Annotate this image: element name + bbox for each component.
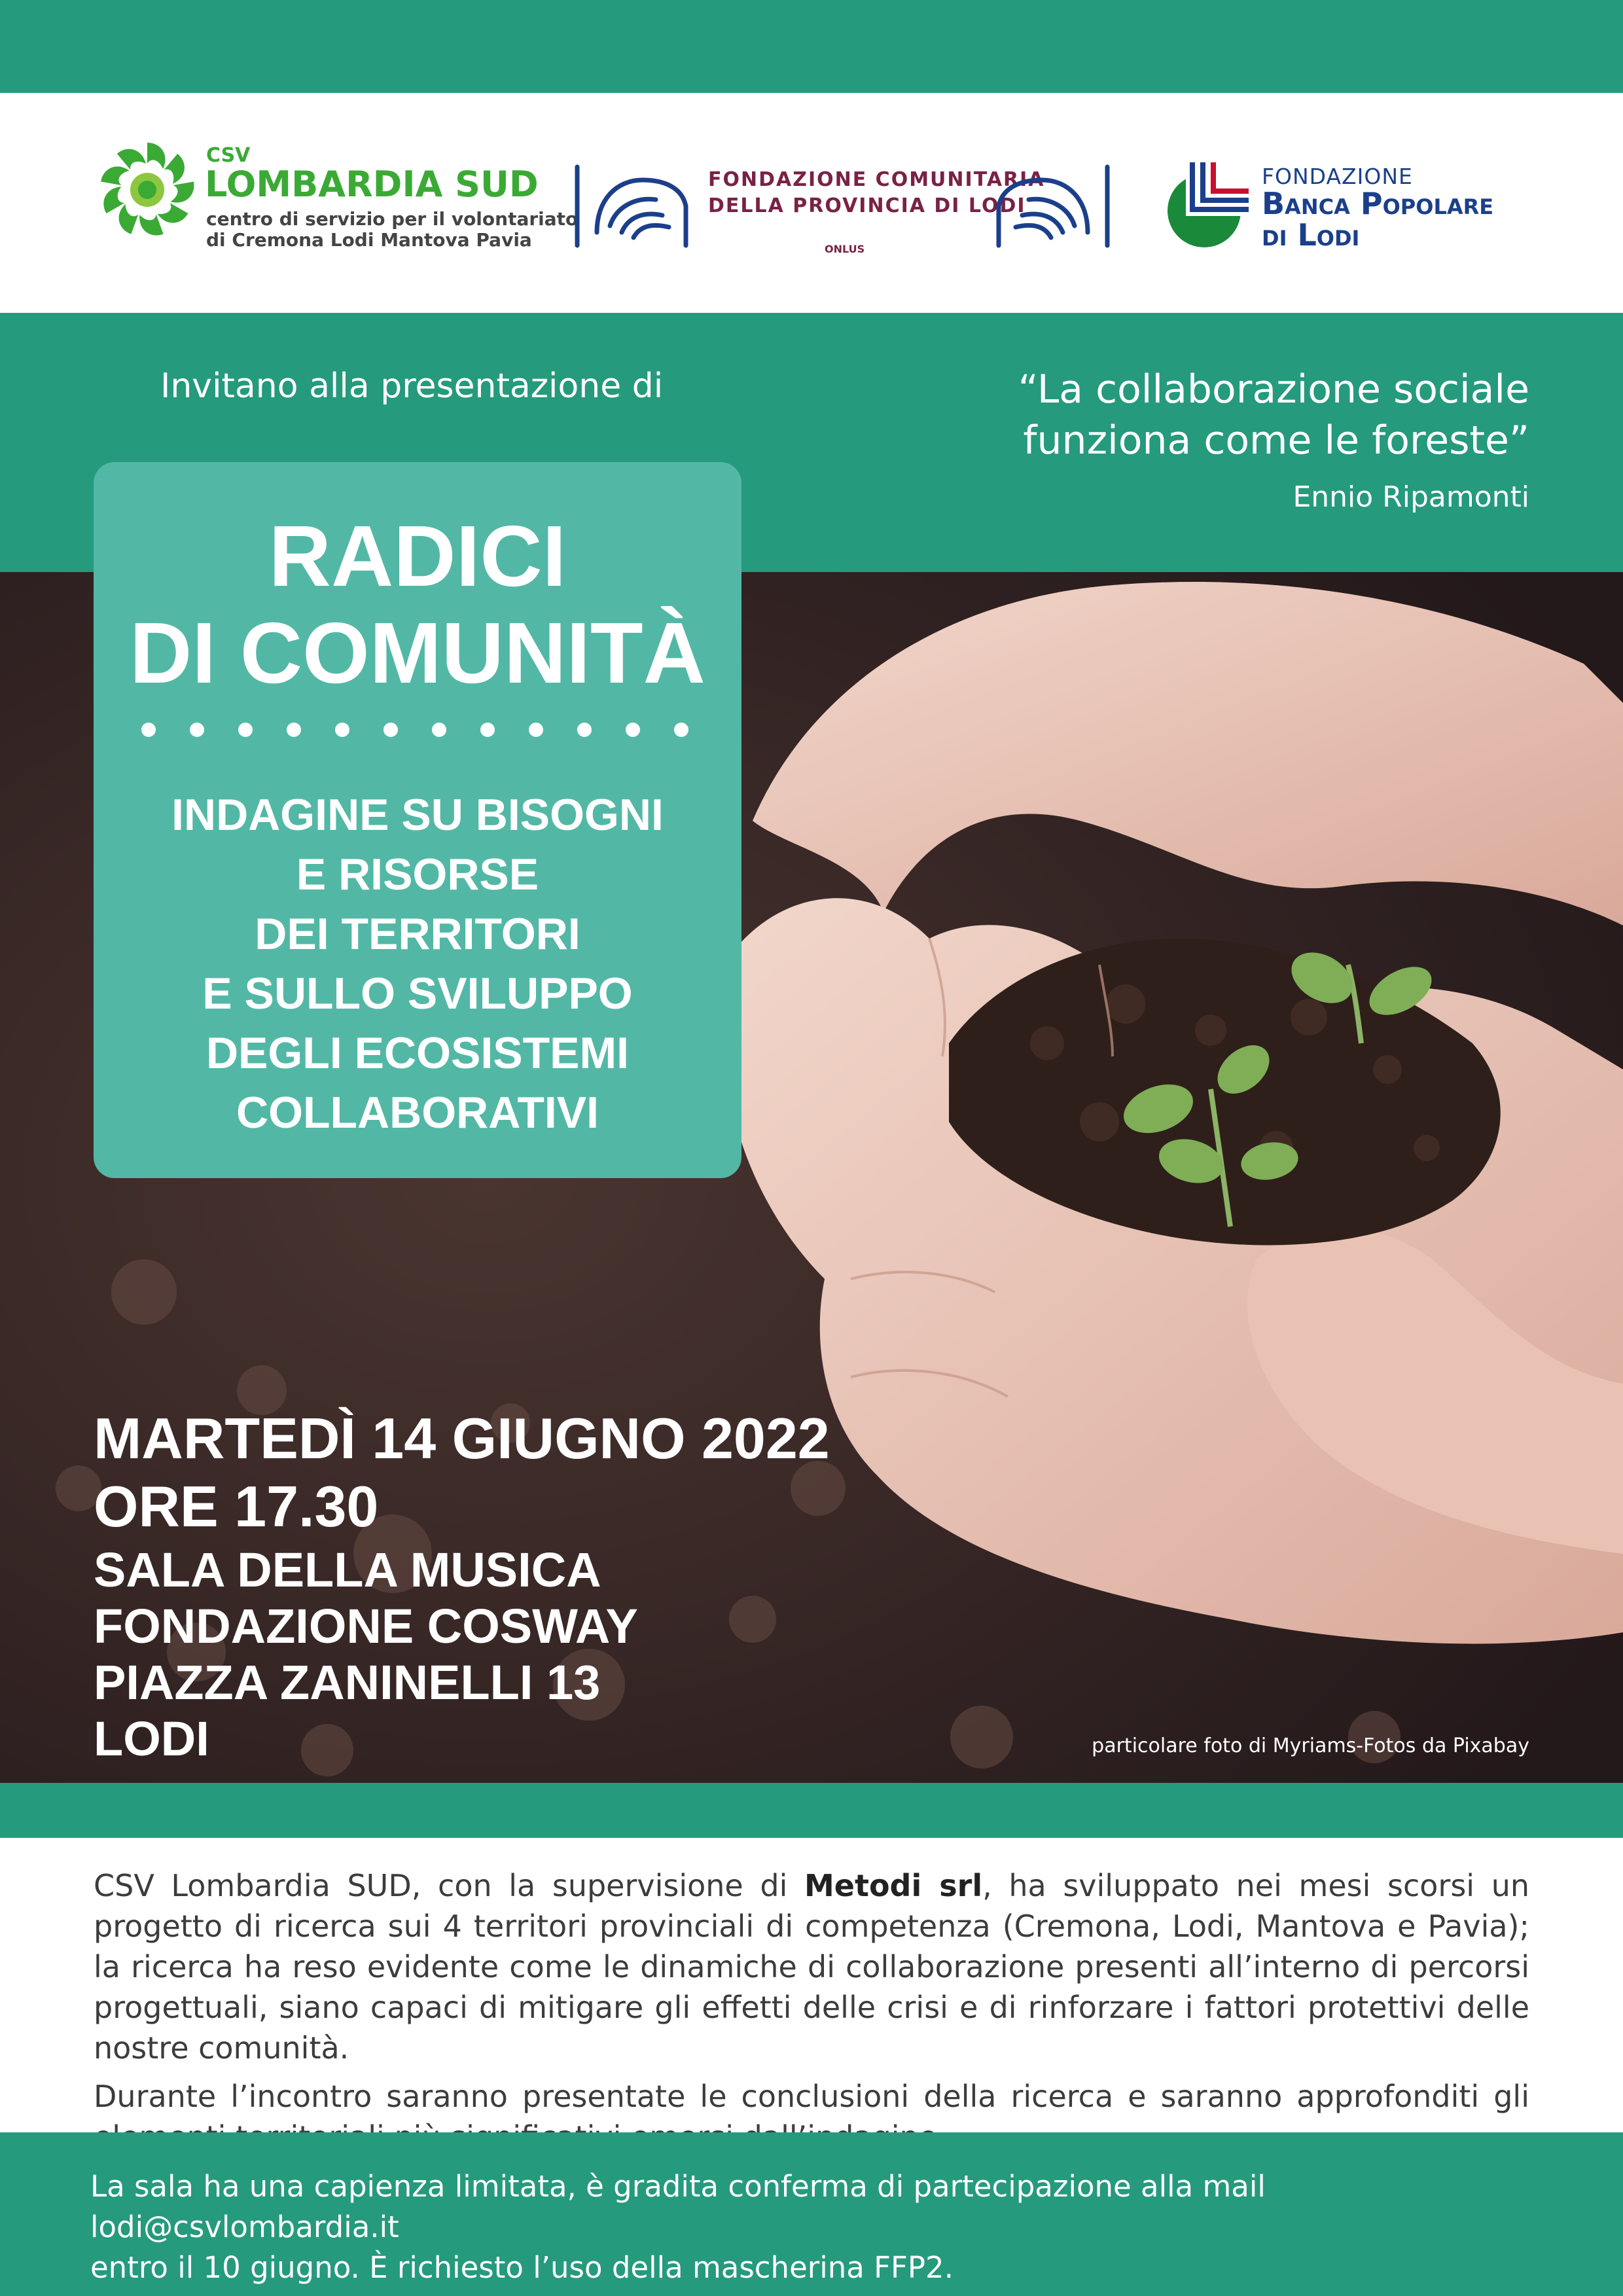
dotted-divider [139,720,696,740]
title-box [94,462,741,1178]
subtitle [94,785,741,1143]
venue-line-2: FONDAZIONE COSWAY [94,1599,638,1653]
footer-note [90,2166,1563,2288]
csv-logo-small-text: CSV [206,144,251,167]
subtitle-line-5: DEGLI ECOSISTEMI [205,1028,630,1078]
top-band [0,0,1623,93]
photo-credit: particolare foto di Myriams-Fotos da Pixabay [1092,1734,1529,1757]
event-venue [94,1542,638,1767]
main-title-line-2: DI COMUNITÀ [130,605,705,701]
hands-left-icon [571,160,695,252]
csv-swirl-icon [95,137,200,242]
subtitle-line-1: INDAGINE SU BISOGNI [171,790,664,840]
fondazione-comunitaria-line-1: FONDAZIONE COMUNITARIA [708,168,1045,191]
quote-text: “La collaborazione sociale funziona come le foreste” [1018,367,1529,463]
subtitle-line-6: COLLABORATIVI [236,1088,599,1138]
venue-line-3: PIAZZA ZANINELLI 13 [94,1655,601,1710]
description [94,1865,1529,2165]
banca-popolare-mark-icon [1164,157,1255,255]
description-paragraph-2: Durante l’incontro saranno presentate le conclusioni della ricerca e saranno approfonditi gli [94,2079,1529,2114]
subtitle-line-3: DEI TERRITORI [255,909,580,959]
banca-popolare-line-3: di Lodi [1262,217,1360,253]
csv-logo-subline-2: di Cremona Lodi Mantova Pavia [206,229,532,251]
description-p1-bold: Metodi srl [804,1868,983,1903]
fondazione-comunitaria-line-2: DELLA PROVINCIA DI LODI [708,194,1026,217]
csv-logo-name: LOMBARDIA SUD [205,164,539,205]
footer-line-2: entro il 10 giugno. È richiesto l’uso della mascherina FFP2. [90,2250,954,2285]
fondazione-comunitaria-line-3: ONLUS [825,243,865,255]
fondazione-banca-popolare-logo [1164,157,1537,255]
event-time: ORE 17.30 [94,1474,379,1539]
main-title-line-1: RADICI [268,508,567,604]
invitation-line: Invitano alla presentazione di [160,367,664,406]
fondazione-comunitaria-logo [571,160,1114,259]
event-date: MARTEDÌ 14 GIUGNO 2022 [94,1406,830,1471]
description-p1-end: , ha sviluppato nei mesi scorsi un progetto di ricerca sui 4 territori provinciali di competenza (Cremona, Lodi, Mantova e Pavia); la ricerca ha reso evidente come le dinamiche di collaborazione presenti all’interno di percorsi progettuali, siano capaci di mitigare gli effetti delle crisi e di rinforzare i fattori protettivi delle nostre comunità. [94,1868,1530,2066]
subtitle-line-4: E SULLO SVILUPPO [202,969,633,1018]
quote-author: Ennio Ripamonti [1293,480,1529,514]
venue-line-1: SALA DELLA MUSICA [94,1543,601,1597]
hands-right-icon [990,160,1114,252]
subtitle-line-2: E RISORSE [296,850,539,899]
csv-logo-subline-1: centro di servizio per il volontariato [206,208,579,230]
separator-band [0,1783,1623,1838]
footer-line-1: La sala ha una capienza limitata, è gradita conferma di partecipazione alla mail lodi@csvlombardia.it [90,2169,1266,2244]
description-paragraph-1 [94,1865,1529,2068]
banca-popolare-line-1: FONDAZIONE [1262,164,1413,189]
csv-lombardia-sud-logo [95,137,579,255]
description-p1-start: CSV Lombardia SUD, con la supervisione di [94,1868,804,1903]
main-title [94,508,741,702]
banca-popolare-line-2: Banca Popolare [1262,186,1494,221]
venue-line-4: LODI [94,1712,209,1766]
